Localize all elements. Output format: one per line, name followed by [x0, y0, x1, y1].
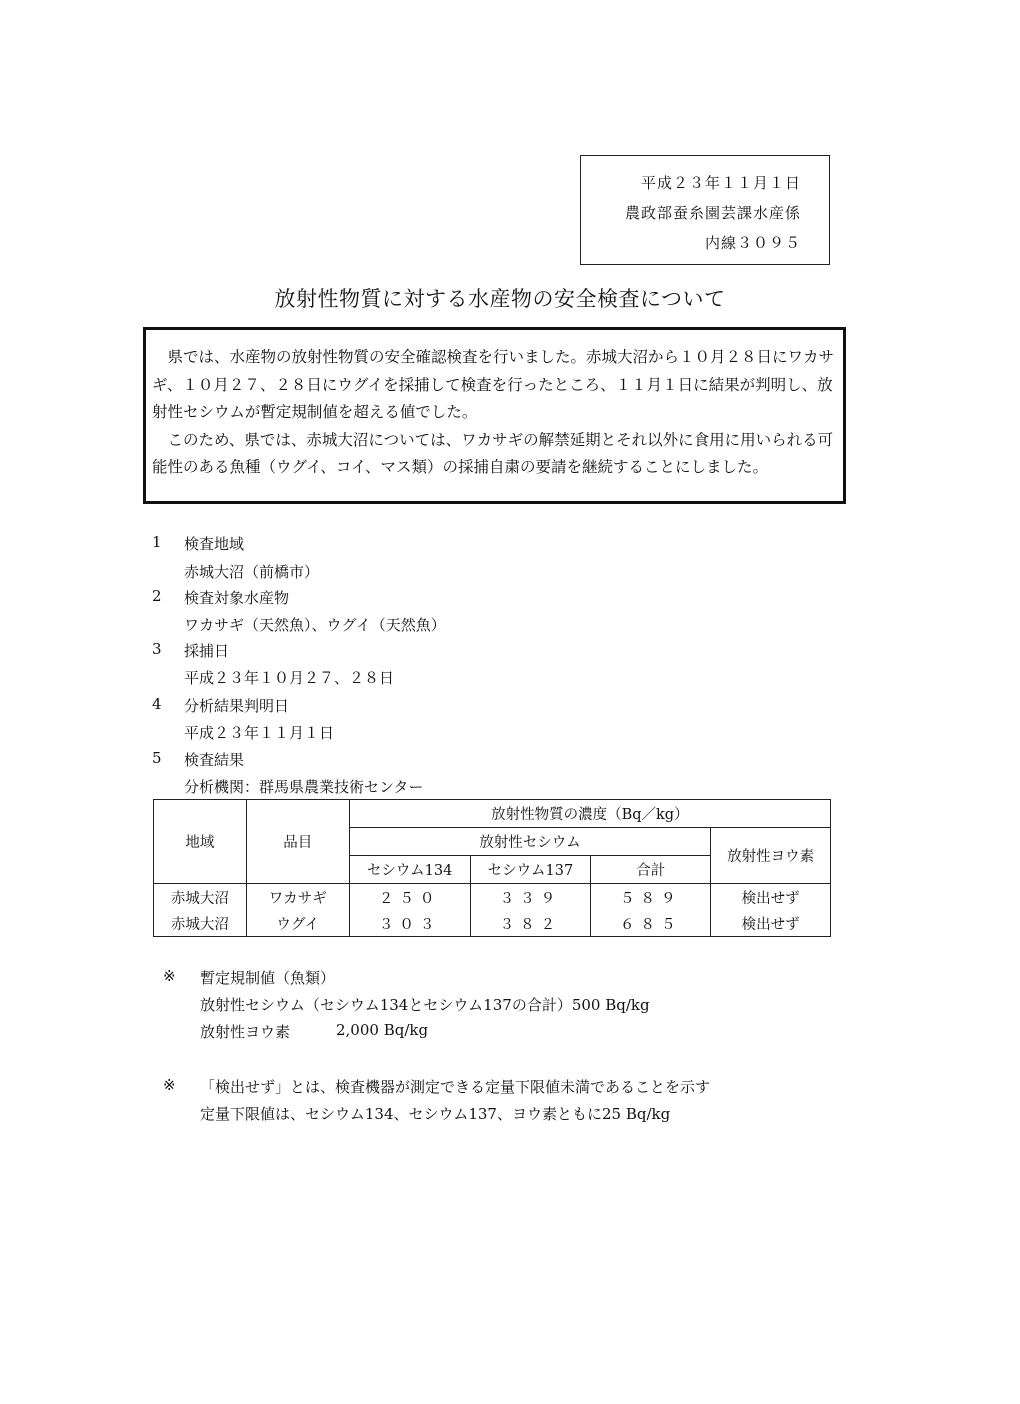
cell-iodine: 検出せず [711, 884, 831, 911]
item-4-heading: 分析結果判明日 [184, 697, 290, 715]
summary-box [143, 327, 846, 504]
item-3-heading: 採捕日 [184, 642, 230, 660]
item-1-number: 1 [152, 533, 162, 551]
cell-item: ウグイ [246, 910, 349, 937]
item-4-number: 4 [152, 695, 162, 713]
cell-cs137: ３８２ [470, 910, 591, 937]
item-1-detail: 赤城大沼（前橋市） [184, 563, 320, 581]
cell-region: 赤城大沼 [154, 884, 247, 911]
results-table [153, 799, 831, 937]
item-2-detail: ワカサギ（天然魚）、ウグイ（天然魚） [184, 616, 446, 634]
item-5-number: 5 [152, 749, 162, 767]
cell-item: ワカサギ [246, 884, 349, 911]
item-1-heading: 検査地域 [184, 535, 245, 553]
header-concentration: 放射性物質の濃度（Bq／kg） [349, 800, 830, 828]
table-row [154, 910, 831, 937]
cell-cs134: ３０３ [349, 910, 470, 937]
header-department: 農政部蚕糸園芸課水産係 [624, 204, 801, 222]
header-item: 品目 [246, 800, 349, 884]
header-cs137: セシウム137 [470, 856, 591, 884]
note-2-mark: ※ [163, 1076, 176, 1094]
item-3-number: 3 [152, 640, 162, 658]
header-total: 合計 [591, 856, 711, 884]
item-2-number: 2 [152, 587, 162, 605]
cell-total: ５８９ [591, 884, 711, 911]
header-cesium: 放射性セシウム [349, 828, 710, 856]
item-5-detail: 分析機関：群馬県農業技術センター [184, 778, 424, 796]
page-title: 放射性物質に対する水産物の安全検査について [274, 287, 726, 311]
cell-cs137: ３３９ [470, 884, 591, 911]
cell-iodine: 検出せず [711, 910, 831, 937]
note-2-line-2: 定量下限値は、セシウム134、セシウム137、ヨウ素ともに25 Bq/kg [200, 1105, 671, 1123]
note-1-line-2-value: 2,000 Bq/kg [336, 1021, 429, 1039]
cell-region: 赤城大沼 [154, 910, 247, 937]
item-4-detail: 平成２３年１１月１日 [184, 724, 335, 742]
header-date: 平成２３年１１月１日 [640, 174, 801, 192]
cell-cs134: ２５０ [349, 884, 470, 911]
header-region: 地域 [154, 800, 247, 884]
header-iodine: 放射性ヨウ素 [711, 828, 831, 884]
note-1-line-2-label: 放射性ヨウ素 [200, 1023, 291, 1041]
item-3-detail: 平成２３年１０月２７、２８日 [184, 669, 395, 687]
table-row [154, 884, 831, 911]
note-1-mark: ※ [163, 967, 176, 985]
item-2-heading: 検査対象水産物 [184, 589, 290, 607]
header-info-box [580, 155, 830, 265]
item-5-heading: 検査結果 [184, 751, 245, 769]
header-cs134: セシウム134 [349, 856, 470, 884]
note-1-heading: 暫定規制値（魚類） [200, 969, 336, 987]
note-1-line-1: 放射性セシウム（セシウム134とセシウム137の合計）500 Bq/kg [200, 996, 650, 1014]
note-2-line-1: 「検出せず」とは、検査機器が測定できる定量下限値未満であることを示す [200, 1078, 711, 1096]
cell-total: ６８５ [591, 910, 711, 937]
summary-paragraph-1: 県では、水産物の放射性物質の安全確認検査を行いました。赤城大沼から１０月２８日にワカサギ、１０月２７、２８日にウグイを採捕して検査を行ったところ、１１月１日に結果が判明し、放射性セシウムが暫定規制値を超える値でした。 [152, 348, 835, 421]
summary-paragraph-2: このため、県では、赤城大沼については、ワカサギの解禁延期とそれ以外に食用に用いられる可能性のある魚種（ウグイ、コイ、マス類）の採捕自粛の要請を継続することにしました。 [152, 430, 834, 476]
header-extension: 内線３０９５ [704, 234, 801, 252]
